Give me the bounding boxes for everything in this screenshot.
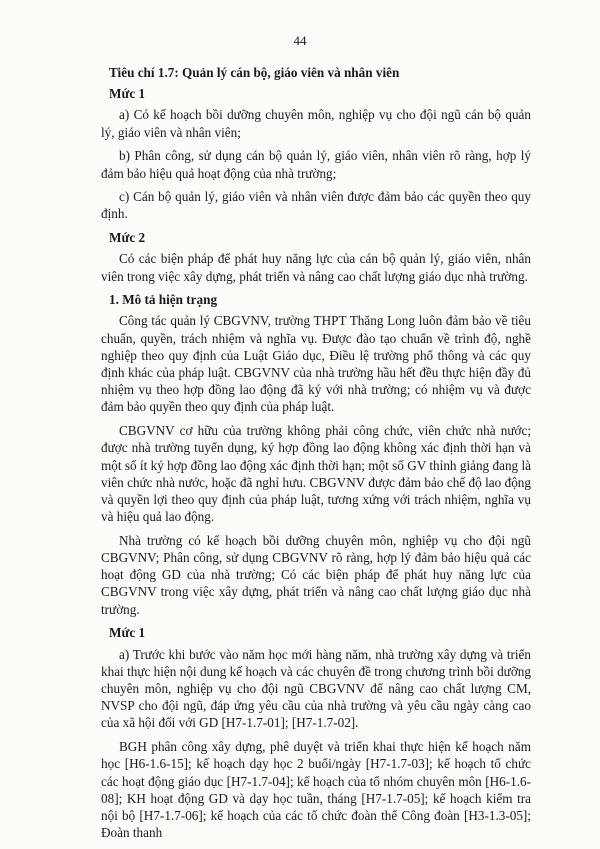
paragraph: CBGVNV cơ hữu của trường không phải công chức, viên chức nhà nước; được nhà trường tuyển dụng, ký hợp đồng lao động không xác định thời hạn và một số ít ký hợp đồng lao động xác định thời hạn; một số GV thỉnh giảng đang là viên chức nhà nước, hoặc đã nghỉ hưu. CBGVNV được đảm bảo chế độ lao động và quyền lợi theo quy định của pháp luật, tương xứng với trách nhiệm, nghĩa vụ và hiệu quả lao động. [101, 423, 531, 525]
page-number: 44 [293, 33, 307, 48]
level-2-heading: Mức 2 [109, 230, 146, 246]
paragraph: BGH phân công xây dựng, phê duyệt và triển khai thực hiện kế hoạch năm học [H6-1.6-15]; kế hoạch dạy học 2 buổi/ngày [H7-1.7-03]; kế hoạch tổ chức các hoạt động giáo dục [H7-1.7-04]; kế hoạch của tổ nhóm chuyên môn [H6-1.6-08]; KH hoạt động GD và dạy học tuần, tháng [H7-1.7-05]; kế hoạch kiểm tra nội bộ [H7-1.7-06]; kế hoạch của các tổ chức đoàn thể Công đoàn [H3-1.3-05]; Đoàn thanh [101, 739, 531, 841]
level-1-heading: Mức 1 [109, 625, 146, 641]
paragraph: Nhà trường có kế hoạch bồi dưỡng chuyên môn, nghiệp vụ cho đội ngũ CBGVNV; Phân công, sử dụng CBGVNV rõ ràng, hợp lý đảm bảo hiệu quả các hoạt động GD của nhà trường; Có các biện pháp để phát huy năng lực của CBGVNV trong việc xây dựng, phát triển và nâng cao chất lượng giáo dục nhà trường. [101, 532, 531, 617]
level-1-heading: Mức 1 [109, 86, 146, 102]
paragraph: a) Trước khi bước vào năm học mới hàng năm, nhà trường xây dựng và triển khai thực hiện nội dung kế hoạch và các chuyên đề trong chương trình bồi dưỡng chuyên môn, nghiệp vụ cho đội ngũ CBGVNV để nâng cao chất lượng CM, NVSP cho đội ngũ, đáp ứng yêu cầu của nhà trường và yêu cầu ngày càng cao của xã hội đối với GD [H7-1.7-01]; [H7-1.7-02]. [101, 646, 531, 731]
criterion-heading: Tiêu chí 1.7: Quản lý cán bộ, giáo viên và nhân viên [109, 65, 400, 80]
section-heading: 1. Mô tả hiện trạng [109, 292, 218, 308]
paragraph: Công tác quản lý CBGVNV, trường THPT Thăng Long luôn đảm bảo về tiêu chuẩn, quyền, trách nhiệm và nghĩa vụ. Được đào tạo chuẩn về trình độ, nghề nghiệp theo quy định của Luật Giáo dục, Điều lệ trường phổ thông và các quy định khác của pháp luật. CBGVNV của nhà trường hầu hết đều thực hiện đầy đủ nhiệm vụ theo hợp đồng lao động đã ký với nhà trường; có nhiệm vụ và được đảm bảo quyền theo quy định của pháp luật. [101, 313, 531, 415]
paragraph: c) Cán bộ quản lý, giáo viên và nhân viên được đảm bảo các quyền theo quy định. [101, 189, 531, 222]
document-body [101, 64, 531, 841]
paragraph: a) Có kế hoạch bồi dưỡng chuyên môn, nghiệp vụ cho đội ngũ cán bộ quản lý, giáo viên và nhân viên; [101, 107, 531, 140]
paragraph: b) Phân công, sử dụng cán bộ quản lý, giáo viên, nhân viên rõ ràng, hợp lý đảm bảo hiệu quả hoạt động của nhà trường; [101, 148, 531, 181]
paragraph: Có các biện pháp để phát huy năng lực của cán bộ quản lý, giáo viên, nhân viên trong việc xây dựng, phát triển và nâng cao chất lượng giáo dục nhà trường. [101, 251, 531, 284]
